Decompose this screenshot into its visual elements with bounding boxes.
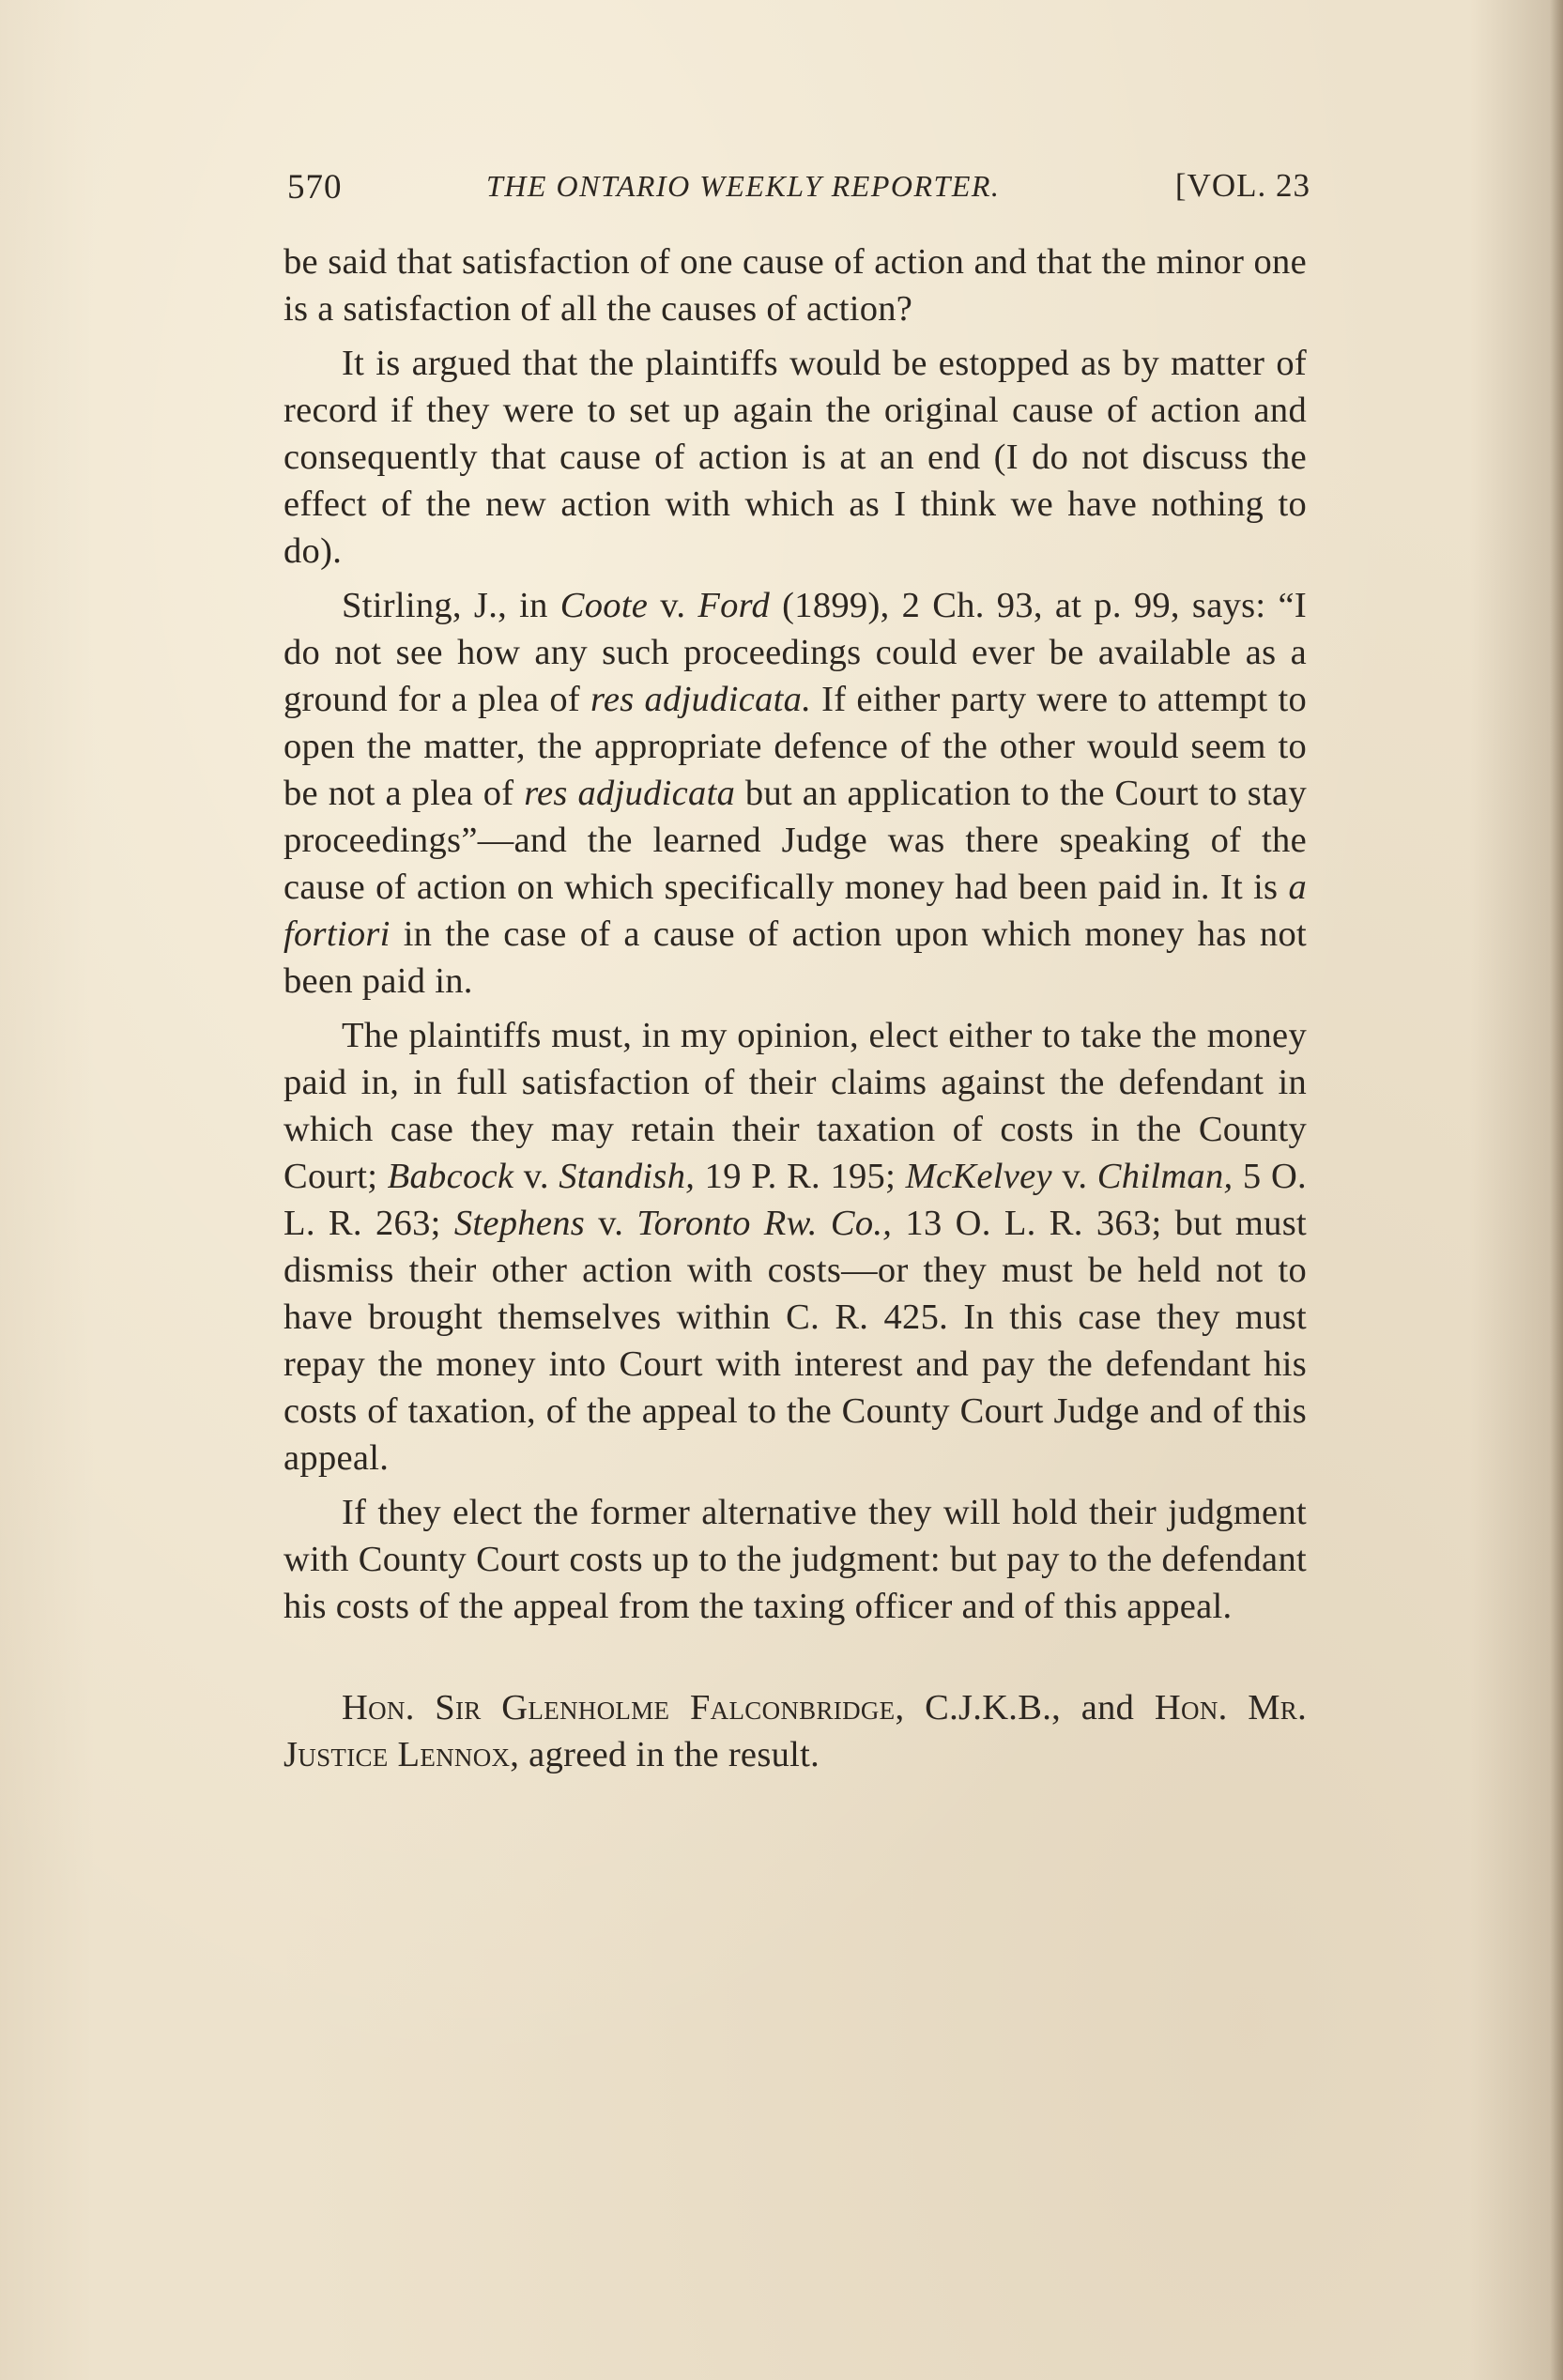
judge-name: Hon. Mr. Justice Lennox, [283, 1688, 1307, 1774]
text-run: but an application to the Court to stay proceedings”—and the learned Judge was there speaking of the cause of action on which specifically money had been paid in. It is [283, 774, 1307, 907]
case-name: Ford [697, 586, 771, 625]
text-run: (1899), 2 Ch. 93, at p. 99, says: “I do not see how any such proceedings could ever be available as a ground for a plea of [283, 586, 1307, 719]
text-run: 19 P. R. 195; [695, 1157, 906, 1196]
latin-term: a fortiori [283, 868, 1307, 954]
running-title: THE ONTARIO WEEKLY REPORTER. [486, 169, 1001, 203]
latin-term: res adjudicata. [590, 680, 812, 719]
text-run: agreed in the result. [519, 1735, 820, 1774]
case-name: Toronto Rw. Co., [636, 1204, 893, 1243]
case-name: Standish, [559, 1157, 696, 1196]
text-run: C.J.K.B., and [904, 1688, 1155, 1727]
case-name: Chilman, [1096, 1157, 1234, 1196]
paragraph-1: be said that satisfaction of one cause of action and that the minor one is a satisfaction of all the causes of action? [283, 242, 1307, 329]
text-run: 13 O. L. R. 363; but must dismiss their other action with costs—or they must be held not to have brought themselves within C. R. 425. In this case they must repay the money into Court with interest and pay the defendant his costs of taxation, of the appeal to the County Court Judge and of this appeal. [283, 1204, 1307, 1478]
text-run: 5 O. L. R. 263; [283, 1157, 1307, 1243]
paragraph-3 [283, 582, 1307, 1005]
page-header [287, 167, 1310, 214]
case-name: Babcock [387, 1157, 514, 1196]
judge-name: Hon. Sir Glenholme Falconbridge, [342, 1688, 905, 1727]
text-run: If either party were to attempt to open the matter, the appropriate defence of the other would seem to be not a plea of [283, 680, 1307, 813]
text-run: in the case of a cause of action upon which money has not been paid in. [283, 914, 1307, 1001]
paragraph-5: If they elect the former alternative they will hold their judgment with County Court costs up to the judgment: but pay to the defendant his costs of the appeal from the taxing officer and of this appeal. [283, 1493, 1307, 1626]
text-run: v. [1051, 1157, 1097, 1196]
latin-term: res adjudicata [524, 774, 736, 813]
page-edge-shadow [1550, 0, 1563, 2380]
paragraph-2: It is argued that the plaintiffs would be estopped as by matter of record if they were to set up again the original cause of action and consequently that cause of action is at an end (I do not discuss the effect of the new action with which as I think we have nothing to do). [283, 344, 1307, 571]
text-run: v. [513, 1157, 559, 1196]
text-run: v. [585, 1204, 637, 1243]
paragraph-4 [283, 1012, 1307, 1482]
case-name: Coote [559, 586, 649, 625]
text-run: The plaintiffs must, in my opinion, elect either to take the money paid in, in full satisfaction of their claims against the defendant in which case they may retain their taxation of costs in the County Court; [283, 1016, 1307, 1196]
text-run: v. [648, 586, 698, 625]
page-number: 570 [287, 168, 343, 207]
volume-label: [VOL. 23 [1174, 167, 1310, 204]
text-run: Stirling, J., in [342, 586, 560, 625]
case-name: McKelvey [905, 1157, 1052, 1196]
case-name: Stephens [453, 1204, 586, 1243]
body-text [283, 238, 1307, 1786]
concurrence-paragraph [283, 1684, 1307, 1778]
